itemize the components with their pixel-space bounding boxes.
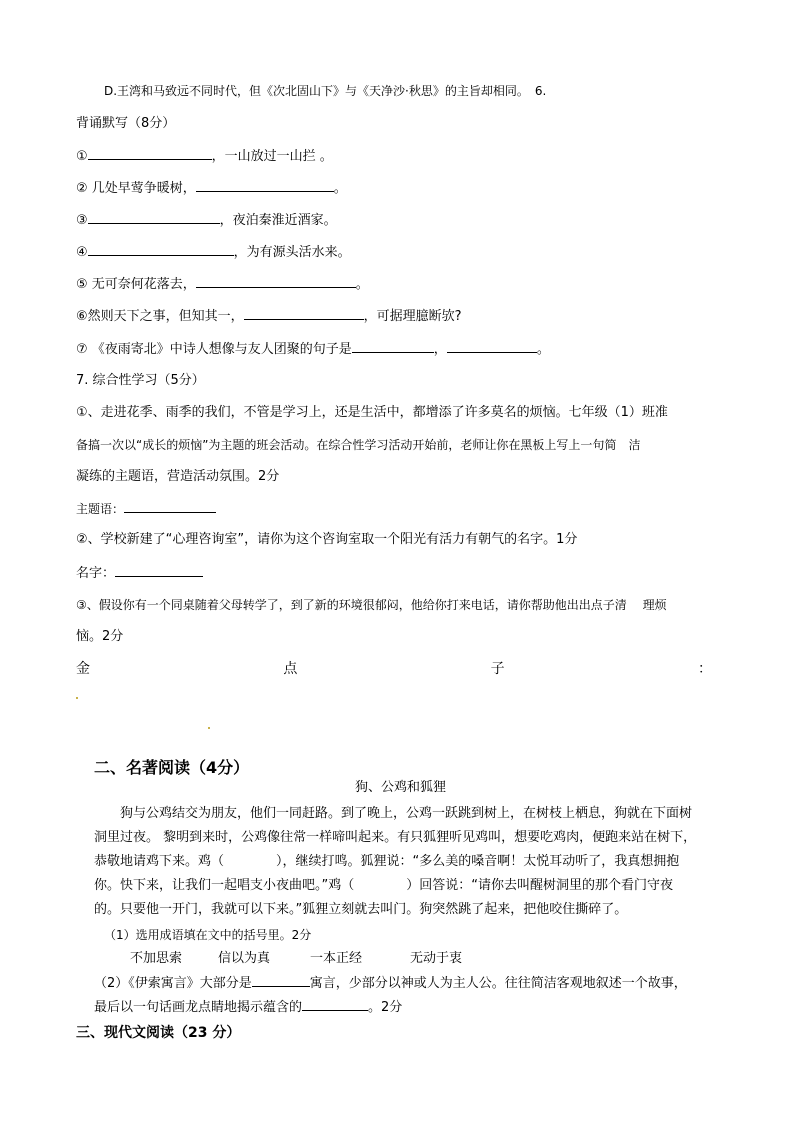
fable-title: 狗、公鸡和狐狸	[355, 780, 447, 795]
recite-q3-blank[interactable]	[88, 211, 220, 224]
famous-q2-blank-2[interactable]	[302, 998, 368, 1011]
answer-char-3: 子	[490, 661, 505, 677]
recite-q4: ④ ，为有源头活水来。	[76, 245, 351, 260]
recite-q1: ① ，一山放过一山拦 。	[76, 149, 333, 164]
famous-q1: （1）选用成语填在文中的括号里。2分	[104, 928, 312, 942]
recite-q7: ⑦ 《夜雨寄北》中诗人想像与友人团聚的句子是 ， 。	[76, 342, 550, 357]
answer-char-4: ：	[697, 661, 712, 677]
answer-line	[76, 658, 712, 678]
name-line: 名字：	[76, 564, 203, 583]
idiom-option: 无动于衷	[410, 951, 463, 966]
comprehensive-p1-line3: 凝练的主题语，营造活动氛围。2分	[76, 469, 280, 484]
choice-d-line: D.王湾和马致远不同时代，但《次北固山下》与《天净沙·秋思》的主旨却相同。 6.	[104, 84, 547, 98]
recite-q6-blank[interactable]	[244, 307, 364, 320]
modern-heading: 三、现代文阅读（23 分）	[76, 1025, 241, 1041]
recite-q2: ② 几处早莺争暖树， 。	[76, 181, 347, 196]
decorative-dot	[208, 727, 210, 729]
recite-q7-blank-1[interactable]	[352, 340, 434, 353]
fable-line: 狗与公鸡结交为朋友，他们一同赶路。到了晚上，公鸡一跃跳到树上，在树枝上栖息，狗就在下面树	[94, 806, 693, 821]
decorative-dot	[76, 697, 78, 699]
fable-line: 的。只要他一开门，我就可以下来。”狐狸立刻就去叫门。狗突然跳了起来，把他咬住撕碎了。	[94, 902, 628, 917]
idiom-option: 不加思索	[130, 951, 183, 966]
answer-char-1: 金	[76, 661, 90, 677]
comprehensive-p3-line2: 恼。2分	[76, 629, 124, 644]
comprehensive-heading: 7. 综合性学习（5分）	[76, 373, 205, 388]
comprehensive-p3-line1: ③、假设你有一个同桌随着父母转学了，到了新的环境很郁闷，他给你打来电话，请你帮助他出出点子清 理烦	[76, 598, 667, 612]
recite-q4-blank[interactable]	[88, 243, 234, 256]
recite-q2-blank[interactable]	[196, 179, 334, 192]
fable-line: 你。快下来，让我们一起唱支小夜曲吧。”鸡（ ）回答说：“请你去叫醒树洞里的那个看门守夜	[94, 878, 673, 893]
comprehensive-p1-line2: 备搞一次以“成长的烦恼”为主题的班会活动。在综合性学习活动开始前，老师让你在黑板上写上一句简 洁	[76, 438, 641, 452]
famous-q2-blank-1[interactable]	[252, 974, 310, 987]
recite-q5-blank[interactable]	[196, 275, 356, 288]
idiom-option: 一本正经	[310, 951, 363, 966]
recite-q3: ③ ，夜泊秦淮近酒家。	[76, 213, 337, 228]
theme-blank[interactable]	[124, 500, 216, 513]
comprehensive-p1-line1: ①、走进花季、雨季的我们，不管是学习上，还是生活中，都增添了许多莫名的烦恼。七年级（1）班准	[76, 405, 668, 420]
comprehensive-p2: ②、学校新建了“心理咨询室”，请你为这个咨询室取一个阳光有活力有朝气的名字。1分	[76, 532, 578, 547]
idiom-option: 信以为真	[218, 951, 271, 966]
name-blank[interactable]	[115, 564, 203, 577]
recite-q7-blank-2[interactable]	[447, 340, 537, 353]
famous-q2-line1: （2）《伊索寓言》大部分是 寓言，少部分以神或人为主人公。往往简洁客观地叙述一个故事，	[94, 976, 687, 991]
recite-q6: ⑥然则天下之事，但知其一， ，可据理臆断欤?	[76, 309, 462, 324]
recite-q5: ⑤ 无可奈何花落去， 。	[76, 277, 369, 292]
fable-line: 洞里过夜。 黎明到来时，公鸡像往常一样啼叫起来。有只狐狸听见鸡叫，想要吃鸡肉，便跑来站在树下，	[94, 830, 697, 845]
famous-q2-line2: 最后以一句话画龙点睛地揭示蕴含的 。2分	[94, 1000, 403, 1015]
theme-line: 主题语：	[76, 500, 216, 518]
answer-char-2: 点	[283, 661, 298, 677]
recite-q1-blank[interactable]	[88, 147, 212, 160]
fable-line: 恭敬地请鸡下来。鸡（ ），继续打鸣。狐狸说：“多么美的嗓音啊！太悦耳动听了，我真想拥抱	[94, 854, 680, 869]
recite-heading: 背诵默写（8分）	[76, 116, 176, 131]
famous-heading: 二、名著阅读（4分）	[94, 758, 250, 777]
